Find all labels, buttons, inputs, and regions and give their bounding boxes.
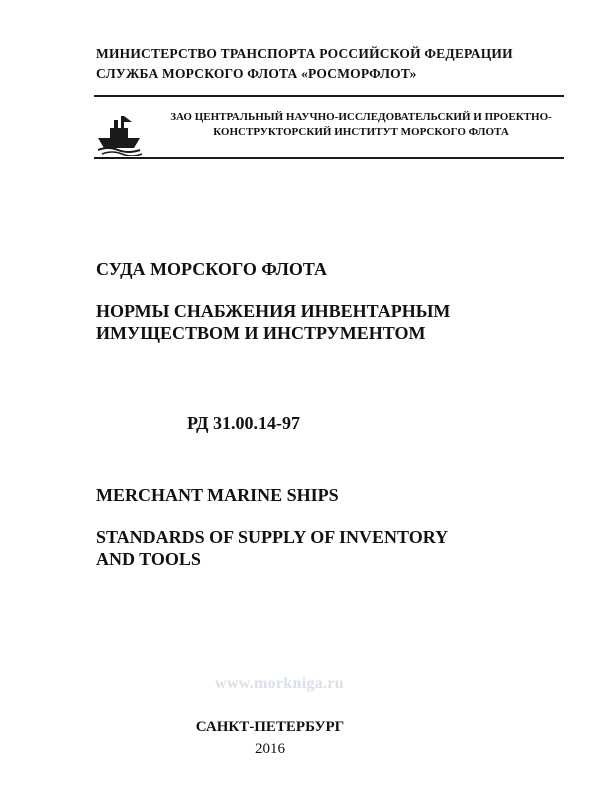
title-ru-line2: ИМУЩЕСТВОМ И ИНСТРУМЕНТОМ [96,323,426,343]
institute-name-line1: ЗАО ЦЕНТРАЛЬНЫЙ НАУЧНО-ИССЛЕДОВАТЕЛЬСКИЙ И ПРОЕКТНО- [170,111,552,123]
document-title-ru [96,300,450,344]
institute-block [156,110,566,140]
series-title-ru: СУДА МОРСКОГО ФЛОТА [96,259,327,279]
title-en-line1: STANDARDS OF SUPPLY OF INVENTORY [96,527,449,547]
publication-year: 2016 [255,741,285,757]
document-code: РД 31.00.14-97 [187,413,300,433]
bottom-divider [94,157,564,159]
ministry-block [96,44,513,84]
publication-city: САНКТ-ПЕТЕРБУРГ [195,719,345,735]
document-title-en [96,526,448,570]
title-ru-line1: НОРМЫ СНАБЖЕНИЯ ИНВЕНТАРНЫМ [96,301,451,321]
top-divider [94,95,564,97]
watermark: www.morkniga.ru [215,675,344,692]
service-name: СЛУЖБА МОРСКОГО ФЛОТА «РОСМОРФЛОТ» [96,66,417,81]
ministry-name: МИНИСТЕРСТВО ТРАНСПОРТА РОССИЙСКОЙ ФЕДЕРАЦИИ [96,46,513,61]
institute-name-line2: КОНСТРУКТОРСКИЙ ИНСТИТУТ МОРСКОГО ФЛОТА [213,126,509,138]
title-en-line2: AND TOOLS [96,549,201,569]
series-title-en: MERCHANT MARINE SHIPS [96,485,339,505]
ship-icon [94,100,146,156]
